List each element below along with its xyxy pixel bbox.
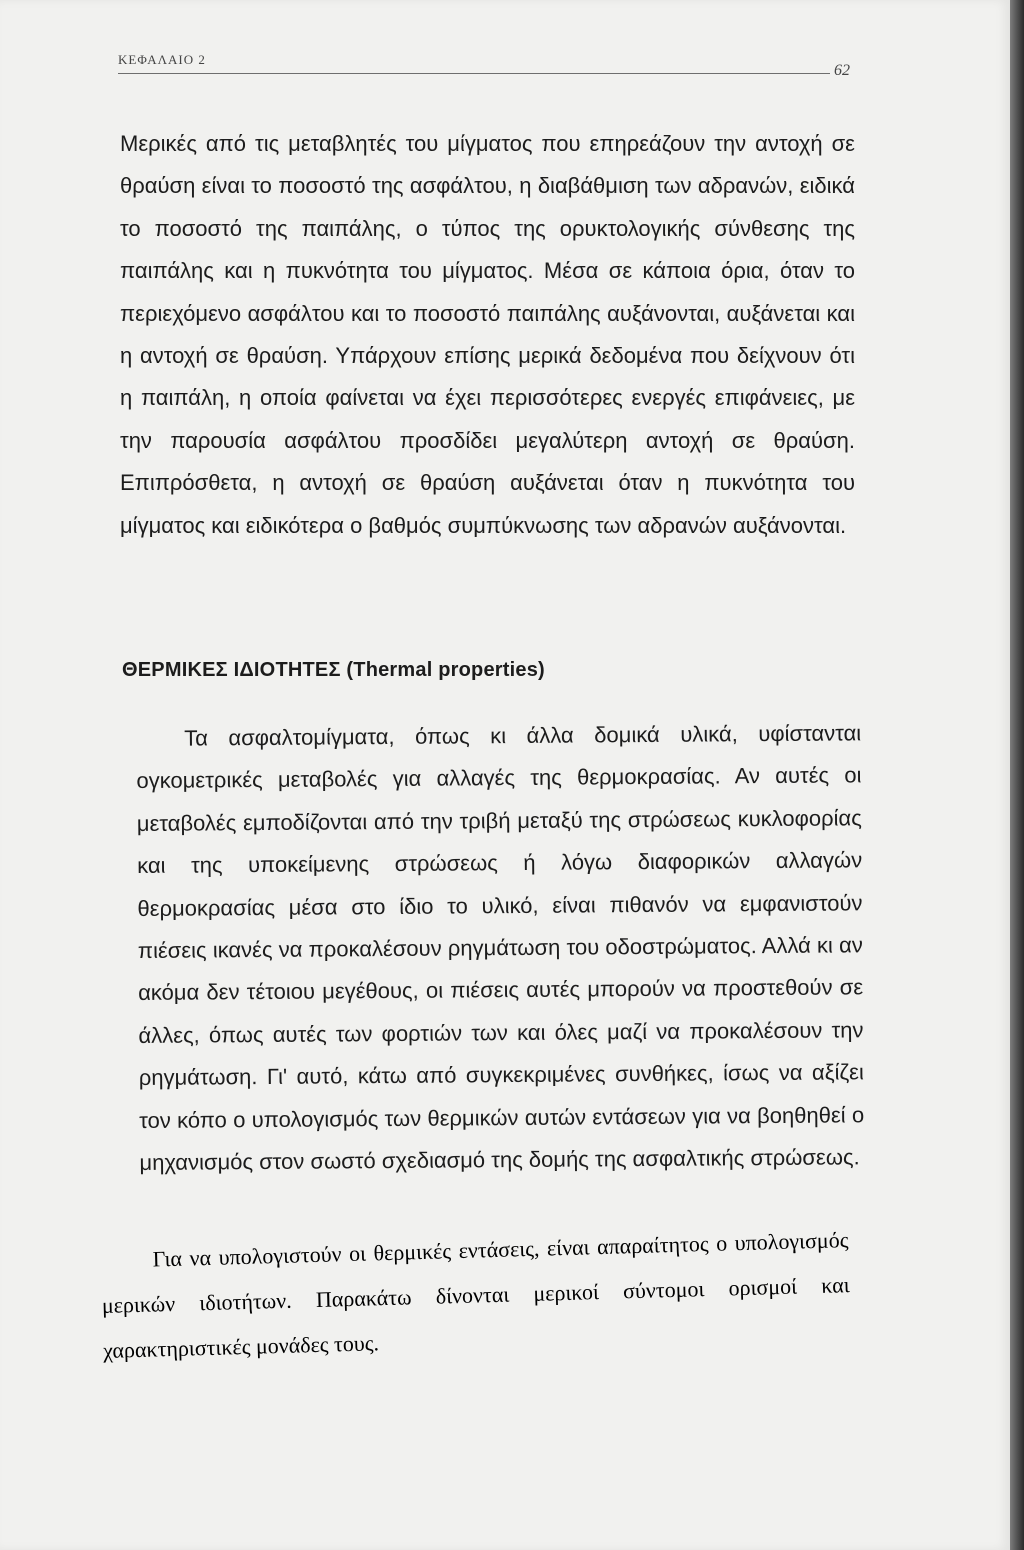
header-rule [118,73,830,74]
section-heading-thermal-properties: ΘΕΡΜΙΚΕΣ ΙΔΙΟΤΗΤΕΣ (Thermal properties) [122,659,545,681]
paragraph-fracture-strength: Μερικές από τις μεταβλητές του μίγματος που επηρεάζουν την αντοχή σε θραύση είναι το ποσοστό της ασφάλτου, η διαβάθμιση των αδρανών, ειδικά το ποσοστό της παιπάλης, ο τύπος της ορυκτολογικής σύνθεσης της παιπάλης και η πυκνότητα του μίγματος. Μέσα σε κάποια όρια, όταν το περιεχόμενο ασφάλτου και το ποσοστό παιπάλης αυξάνονται, αυξάνεται και η αντοχή σε θραύση. Υπάρχουν επίσης μερικά δεδομένα που δείχνουν ότι η παιπάλη, η οποία φαίνεται να έχει περισσότερες ενεργές επιφάνειες, με την παρουσία ασφάλτου προσδίδει μεγαλύτερη αντοχή σε θραύση. Επιπρόσθετα, η αντοχή σε θραύση αυξάνεται όταν η πυκνότητα του μίγματος και ειδικότερα ο βαθμός συμπύκνωσης των αδρανών αυξάνονται. [120,131,855,538]
paragraph-thermal-stress-definitions: Για να υπολογιστούν οι θερμικές εντάσεις, είναι απαραίτητος ο υπολογισμός μερικών ιδιοτήτων. Παρακάτω δίνονται μερικοί σύντομοι ορισμοί και χαρακτηριστικές μονάδες τους. [101,1227,850,1363]
page-number: 62 [834,62,850,79]
page-edge-shadow [1010,0,1024,1550]
running-head: ΚΕΦΑΛΑΙΟ 2 [118,52,206,67]
paragraph-volumetric-changes: Τα ασφαλτομίγματα, όπως κι άλλα δομικά υλικά, υφίστανται ογκομετρικές μεταβολές για αλλαγές της θερμοκρασίας. Αν αυτές οι μεταβολές εμποδίζονται από την τριβή μεταξύ της στρώσεως κυκλοφορίας και της υποκείμενης στρώσεως ή λόγω διαφορικών αλλαγών θερμοκρασίας μέσα στο ίδιο το υλικό, είναι πιθανόν να εμφανιστούν πιέσεις ικανές να προκαλέσουν ρηγμάτωση του οδοστρώματος. Αλλά κι αν ακόμα δεν τέτοιου μεγέθους, οι πιέσεις αυτές μπορούν να προστεθούν σε άλλες, όπως αυτές των φορτιών των και όλες μαζί να προκαλέσουν την ρηγμάτωση. Γι' αυτό, κάτω από συγκεκριμένες συνθήκες, ίσως να αξίζει τον κόπο ο υπολογισμός των θερμικών αυτών εντάσεων για να βοηθηθεί ο μηχανισμός στον σωστό σχεδιασμό της δομής της ασφαλτικής στρώσεως. [136,720,865,1176]
